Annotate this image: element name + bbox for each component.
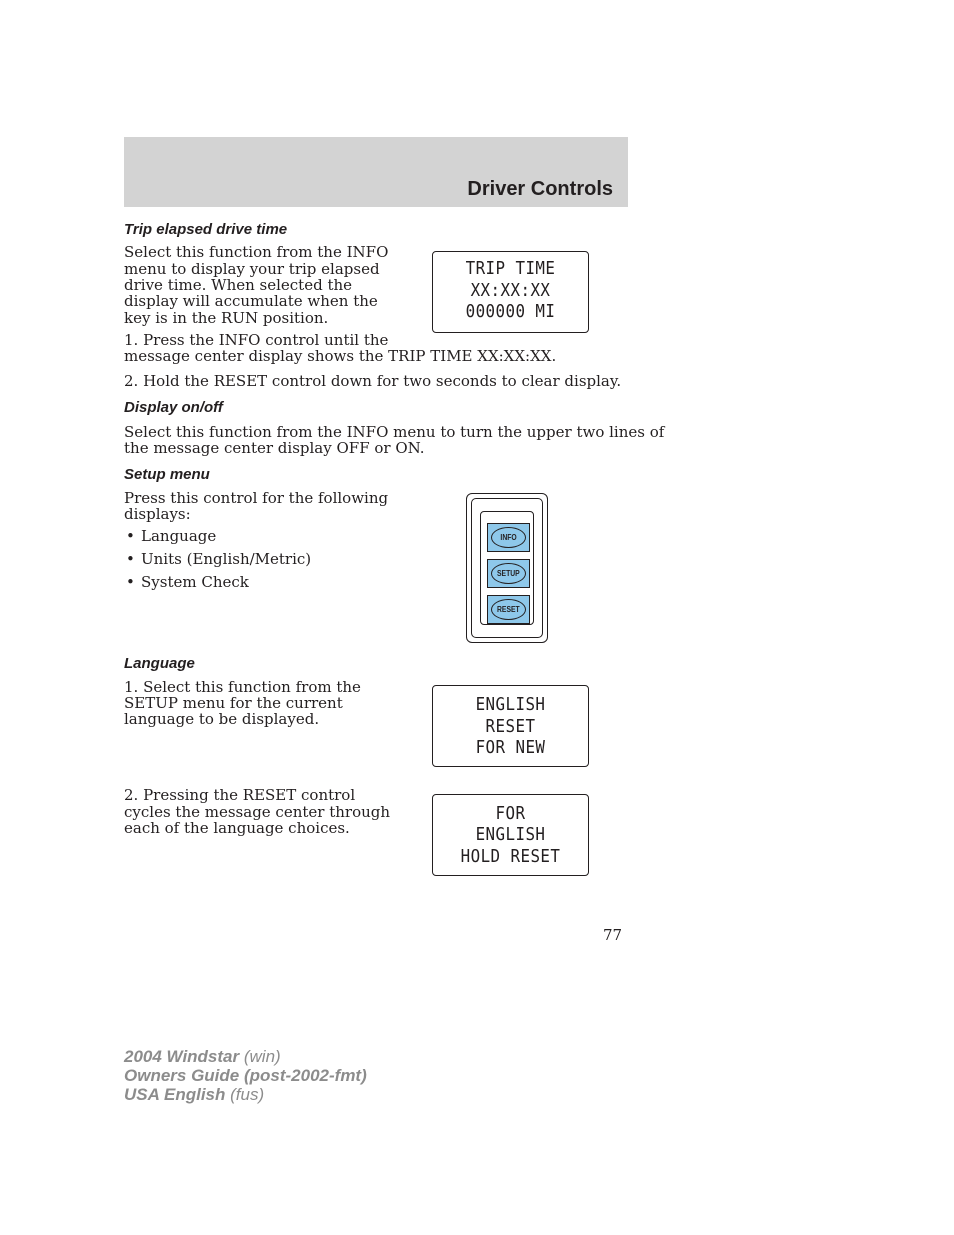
trip-time-display xyxy=(432,251,589,333)
display-line: FOR xyxy=(495,803,526,824)
control-panel-face xyxy=(480,511,534,625)
button-label: RESET xyxy=(497,605,520,614)
display-line: FOR NEW xyxy=(475,737,546,758)
button-label: INFO xyxy=(500,533,517,542)
language-display-2 xyxy=(432,794,589,876)
paragraph-line: display will accumulate when the xyxy=(124,292,378,310)
button-oval xyxy=(491,563,526,584)
paragraph-line: key is in the RUN position. xyxy=(124,309,329,327)
display-line: XX:XX:XX xyxy=(470,280,551,301)
footer-language-code: (fus) xyxy=(230,1085,265,1104)
display-line: RESET xyxy=(485,716,536,737)
footer-guide: Owners Guide (post-2002-fmt) xyxy=(124,1066,367,1085)
footer-line xyxy=(124,1047,367,1066)
paragraph-line: Select this function from the INFO menu to turn the upper two lines of xyxy=(124,423,665,441)
section-title: Driver Controls xyxy=(467,178,613,200)
paragraph-line: message center display shows the TRIP TIME XX:XX:XX. xyxy=(124,347,557,365)
paragraph-line: 2. Pressing the RESET control xyxy=(124,786,356,804)
display-onoff-heading: Display on/off xyxy=(124,399,223,416)
reset-button xyxy=(487,595,530,624)
button-label: SETUP xyxy=(497,569,520,578)
button-oval xyxy=(491,599,526,620)
display-line: ENGLISH xyxy=(475,694,546,715)
paragraph-line: Select this function from the INFO xyxy=(124,243,389,261)
footer-line xyxy=(124,1066,367,1085)
display-line: HOLD RESET xyxy=(460,846,561,867)
footer-language: USA English xyxy=(124,1085,226,1104)
section-header-band xyxy=(124,137,628,207)
control-panel-bezel xyxy=(471,498,543,638)
paragraph-line: menu to display your trip elapsed xyxy=(124,260,380,278)
display-line: TRIP TIME xyxy=(465,258,556,279)
paragraph-line: Press this control for the following xyxy=(124,489,389,507)
control-panel-illustration xyxy=(466,493,548,643)
paragraph-line: 1. Press the INFO control until the xyxy=(124,331,389,349)
trip-time-heading: Trip elapsed drive time xyxy=(124,221,288,238)
page-number: 77 xyxy=(603,926,623,944)
trip-time-step2: 2. Hold the RESET control down for two seconds to clear display. xyxy=(124,372,622,390)
list-item: • System Check xyxy=(124,573,311,596)
footer-model-code: (win) xyxy=(243,1047,281,1066)
display-line: 000000 MI xyxy=(465,301,556,322)
paragraph-line: language to be displayed. xyxy=(124,710,320,728)
paragraph-line: the message center display OFF or ON. xyxy=(124,439,425,457)
footer-line xyxy=(124,1085,367,1104)
paragraph-line: each of the language choices. xyxy=(124,819,350,837)
setup-menu-list xyxy=(124,527,311,596)
language-heading: Language xyxy=(124,655,195,672)
footer-model: 2004 Windstar xyxy=(124,1047,240,1066)
language-display-1 xyxy=(432,685,589,767)
setup-button xyxy=(487,559,530,588)
list-item: • Language xyxy=(124,527,311,550)
paragraph-line: cycles the message center through xyxy=(124,803,391,821)
button-oval xyxy=(491,527,526,548)
document-footer xyxy=(124,1047,367,1104)
info-button xyxy=(487,523,530,552)
paragraph-line: drive time. When selected the xyxy=(124,276,353,294)
list-item: • Units (English/Metric) xyxy=(124,550,311,573)
paragraph-line: displays: xyxy=(124,505,191,523)
paragraph-line: 1. Select this function from the xyxy=(124,678,361,696)
display-line: ENGLISH xyxy=(475,824,546,845)
setup-menu-heading: Setup menu xyxy=(124,466,210,483)
paragraph-line: SETUP menu for the current xyxy=(124,694,343,712)
